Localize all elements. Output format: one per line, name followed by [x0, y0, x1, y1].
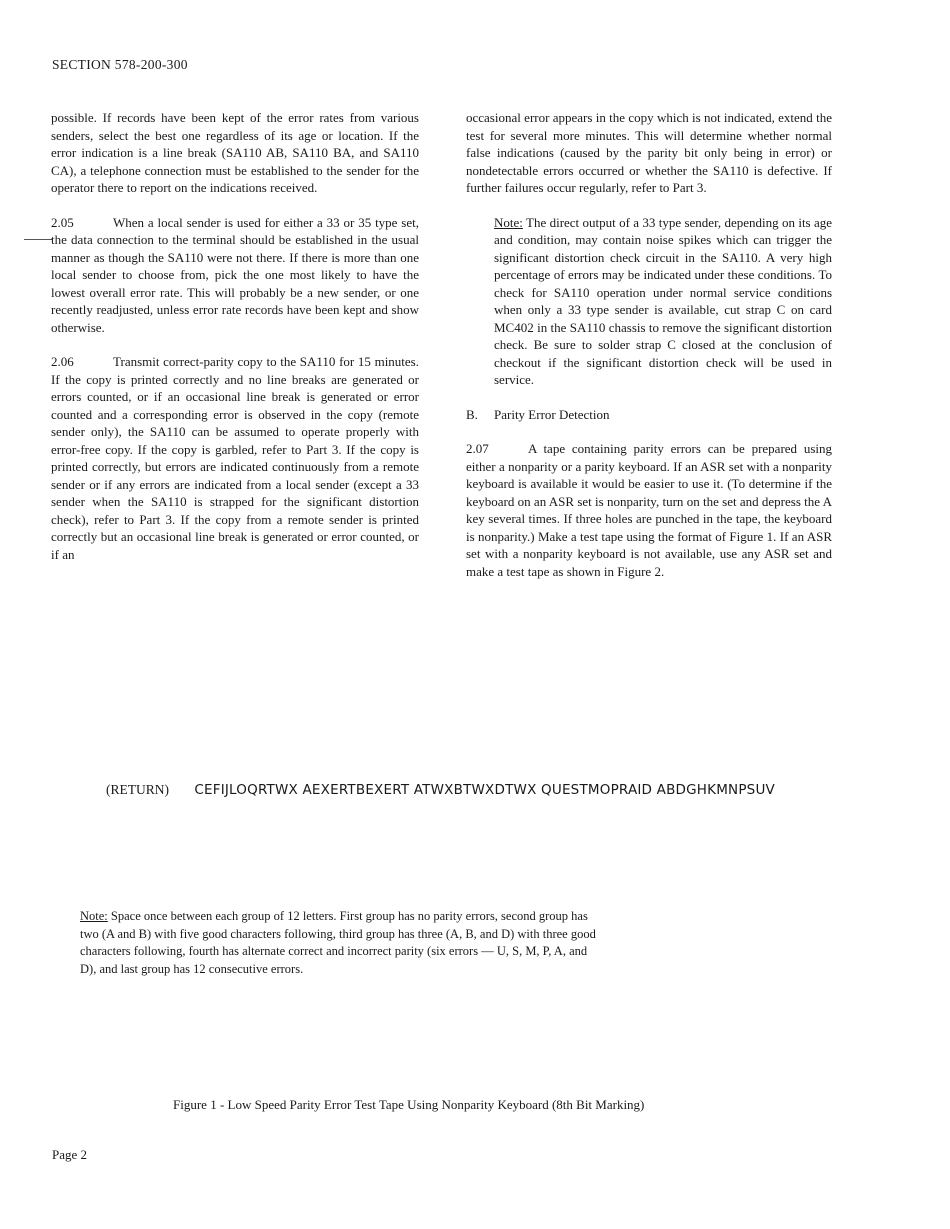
- test-tape-line: [106, 782, 775, 798]
- paragraph-2-07: [466, 440, 832, 580]
- paragraph-text: A tape containing parity errors can be prepared using either a nonparity or a parity keyboard. If an ASR set with a nonparity keyboard is available it would be easier to use it. (To determine if the keyboard on an ASR set is nonparity, turn on the set and depress the A key several times. If three holes are punched in the tape, the keyboard is nonparity.) Make a test tape using the format of Figure 1. If an ASR set with a nonparity keyboard is not available, use any ASR set and make a test tape as shown in Figure 2.: [466, 441, 832, 579]
- note-text: The direct output of a 33 type sender, depending on its age and condition, may contain noise spikes which can trigger the significant distortion check circuit in the SA110. A very high percentage of errors may be indicated under these conditions. To check for SA110 operation under normal service conditions when only a 33 type sender is available, cut strap C on card MC402 in the SA110 chassis to remove the significant distortion check. Be sure to solder strap C closed at the conclusion of checkout if the significant distortion check will be used in service.: [494, 214, 833, 387]
- paragraph-number: 2.05: [51, 214, 74, 230]
- paragraph-number: 2.07: [466, 441, 489, 456]
- subsection-title: Parity Error Detection: [494, 406, 610, 422]
- note-block: [494, 214, 832, 389]
- section-header: SECTION 578-200-300: [52, 57, 188, 72]
- paragraph-continuation: possible. If records have been kept of the error rates from various senders, select the best one regardless of its age or location. If the error indication is a line break (SA110 AB, SA110 BA, and SA110 CA), a telephone connection must be established to the sender for the operator there to report on the indications received.: [51, 110, 419, 195]
- figure-caption: Figure 1 - Low Speed Parity Error Test Tape Using Nonparity Keyboard (8th Bit Marking): [173, 1097, 645, 1112]
- note-label: Note:: [494, 214, 523, 230]
- paragraph-text: Transmit correct-parity copy to the SA110 for 15 minutes. If the copy is printed correctly and no line breaks are generated or errors counted, or if an occasional line break is generated or error counted and a corresponding error is observed in the copy (remote sender only), the SA110 can be assumed to operate properly with error-free copy. If the copy is garbled, refer to Part 3. If the copy is printed correctly, but errors are indicated continuously from a remote sender or if any errors are indicated from a local sender (except a 33 sender when the SA110 is strapped for the significant distortion check), refer to Part 3. If the copy from a remote sender is printed correctly but an occasional line break is generated or error counted, or if an: [51, 354, 419, 562]
- right-column: [466, 109, 832, 597]
- figure-note-label: Note:: [80, 909, 108, 923]
- paragraph-2-06: [51, 353, 419, 563]
- subsection-letter: B.: [466, 406, 478, 422]
- figure-note: [80, 908, 600, 978]
- figure-note-text: Space once between each group of 12 letters. First group has no parity errors, second group has two (A and B) with five good characters following, third group has three (A, B, and D) with three good characters following, fourth has alternate correct and incorrect parity (six errors — U, S, M, P, A, and D), and last group has 12 consecutive errors.: [80, 909, 596, 976]
- tape-characters: CEFIJLOQRTWX AEXERTBEXERT ATWXBTWXDTWX QUESTMOPRAID ABDGHKMNPSUV: [194, 782, 775, 798]
- paragraph-continuation: occasional error appears in the copy which is not indicated, extend the test for several more minutes. This will determine whether normal false indications (caused by the parity bit only being in error) or nondetectable errors occurred or whether the SA110 is defective. If further failures occur regularly, refer to Part 3.: [466, 110, 832, 195]
- paragraph-text: When a local sender is used for either a 33 or 35 type set, the data connection to the terminal should be established in the usual manner as though the SA110 were not there. If there is more than one local sender to choose from, pick the one most likely to have the lowest overall error rate. This will probably be a new sender, or one recently readjusted, unless error rate records have been kept and show otherwise.: [51, 214, 419, 335]
- page-number: Page 2: [52, 1147, 88, 1162]
- subsection-heading: [466, 406, 832, 424]
- tape-label: (RETURN): [106, 782, 169, 797]
- revision-bar: [24, 239, 52, 240]
- paragraph-2-05: [51, 214, 419, 337]
- paragraph-number: 2.06: [51, 354, 74, 369]
- left-column: [51, 109, 419, 580]
